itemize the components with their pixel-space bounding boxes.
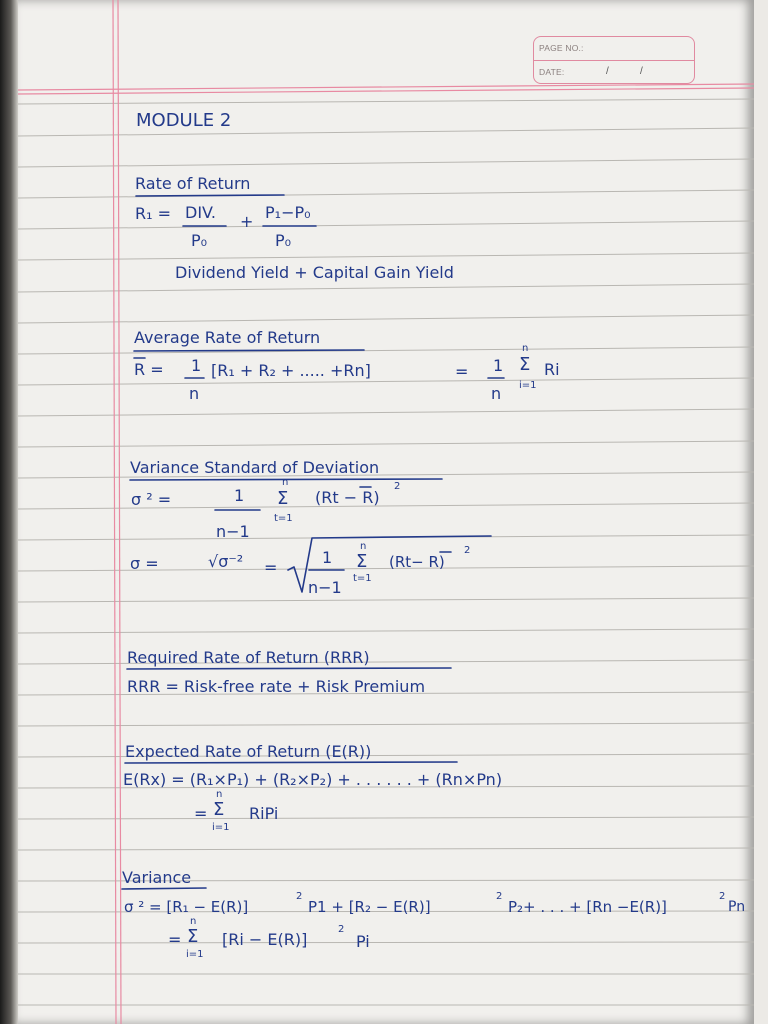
heading-underline xyxy=(132,349,372,353)
n-denominator-2: n xyxy=(491,384,502,403)
sum-bracket: [R₁ + R₂ + ..... +Rn] xyxy=(211,361,371,380)
n-minus-one: n−1 xyxy=(216,522,250,541)
sum-lower-b: t=1 xyxy=(353,573,372,584)
variance-sd-heading: Variance Standard of Deviation xyxy=(130,458,380,477)
equals-sign: = xyxy=(455,362,469,381)
rate-of-return-heading: Rate of Return xyxy=(135,174,251,193)
p0-denominator-2: P₀ xyxy=(275,231,292,250)
deviation-term-b: (Rt− R) xyxy=(389,553,445,571)
date-label: DATE: xyxy=(539,67,565,77)
one-numerator: 1 xyxy=(234,486,245,505)
squared-exponent-b: 2 xyxy=(464,545,471,556)
sum-icon-b: Σ xyxy=(356,551,368,572)
ri-term: Ri xyxy=(544,360,560,379)
div-numerator: DIV. xyxy=(185,203,217,222)
average-return-heading: Average Rate of Return xyxy=(134,328,321,347)
fraction-bar xyxy=(487,376,507,380)
expected-return-formula: E(Rx) = (R₁×P₁) + (R₂×P₂) + . . . . . . + (Rn×Pn) xyxy=(123,770,503,789)
sum-upper: n xyxy=(190,916,197,927)
variance-line-part3: P₂+ . . . + [Rn −E(R)] xyxy=(508,898,667,916)
variance-heading: Variance xyxy=(122,868,192,887)
sigma-lhs: σ = xyxy=(130,554,159,573)
r1-lhs: R₁ = xyxy=(135,204,172,223)
required-return-heading: Required Rate of Return (RRR) xyxy=(127,648,370,667)
heading-underline xyxy=(134,194,294,198)
notebook-page xyxy=(18,0,754,1024)
sum-lower: i=1 xyxy=(212,822,230,833)
p1-minus-p0: P₁−P₀ xyxy=(265,203,311,222)
equals-sign: = xyxy=(264,558,278,577)
sqrt-sigma-sq: √σ⁻² xyxy=(208,552,244,571)
fraction-bar xyxy=(214,508,264,512)
sigma-upper: n xyxy=(522,343,529,354)
p0-denominator: P₀ xyxy=(191,231,208,250)
fraction-bar xyxy=(308,568,348,572)
one-numerator-b: 1 xyxy=(322,548,333,567)
squared-exponent: 2 xyxy=(296,891,303,902)
heading-underline xyxy=(123,761,463,765)
sum-upper-b: n xyxy=(360,541,367,552)
sigma-icon: Σ xyxy=(519,354,531,375)
rrr-formula: RRR = Risk-free rate + Risk Premium xyxy=(127,677,426,696)
squared-exponent: 2 xyxy=(338,924,345,935)
sum-icon: Σ xyxy=(213,799,225,820)
squared-exponent: 2 xyxy=(496,891,503,902)
sigma-squared-lhs: σ ² = xyxy=(131,490,172,509)
date-separator: / xyxy=(606,66,609,77)
n-minus-one-b: n−1 xyxy=(308,578,342,597)
module-title: MODULE 2 xyxy=(136,110,232,131)
page-no-label: PAGE NO.: xyxy=(539,43,584,53)
squared-exponent: 2 xyxy=(719,891,726,902)
pi-term: Pi xyxy=(356,932,370,951)
sum-icon: Σ xyxy=(277,488,289,509)
sigma-lower: i=1 xyxy=(519,380,537,391)
variance-line-part2: P1 + [R₂ − E(R)] xyxy=(308,898,431,916)
page-date-box xyxy=(533,36,695,84)
one-numerator-2: 1 xyxy=(493,356,504,375)
sum-lower: i=1 xyxy=(186,949,204,960)
notebook-spine-shadow xyxy=(0,0,18,1024)
variance-sum-term: [Ri − E(R)] xyxy=(222,930,308,949)
date-separator: / xyxy=(640,66,643,77)
heading-underline xyxy=(125,667,455,671)
variance-line-part4: Pn xyxy=(728,899,746,915)
n-denominator: n xyxy=(189,384,200,403)
sum-icon: Σ xyxy=(187,926,199,947)
deviation-term: (Rt − R) xyxy=(315,488,380,507)
variance-line-part1: σ ² = [R₁ − E(R)] xyxy=(124,898,249,916)
one-numerator: 1 xyxy=(191,356,202,375)
fraction-bar xyxy=(184,376,206,380)
plus-sign: + xyxy=(240,212,254,231)
heading-underline xyxy=(120,887,210,891)
equals-sign: = xyxy=(194,804,208,823)
fraction-bar xyxy=(182,224,232,228)
sum-upper: n xyxy=(282,477,289,488)
fraction-bar xyxy=(262,224,322,228)
sum-lower: t=1 xyxy=(274,513,293,524)
squared-exponent: 2 xyxy=(394,481,401,492)
sum-upper: n xyxy=(216,789,223,800)
equals-sign: = xyxy=(168,930,182,949)
r-bar-lhs: R = xyxy=(134,360,164,379)
expected-return-heading: Expected Rate of Return (E(R)) xyxy=(125,742,372,761)
yield-text: Dividend Yield + Capital Gain Yield xyxy=(175,263,454,282)
ri-pi-term: RiPi xyxy=(249,804,279,823)
